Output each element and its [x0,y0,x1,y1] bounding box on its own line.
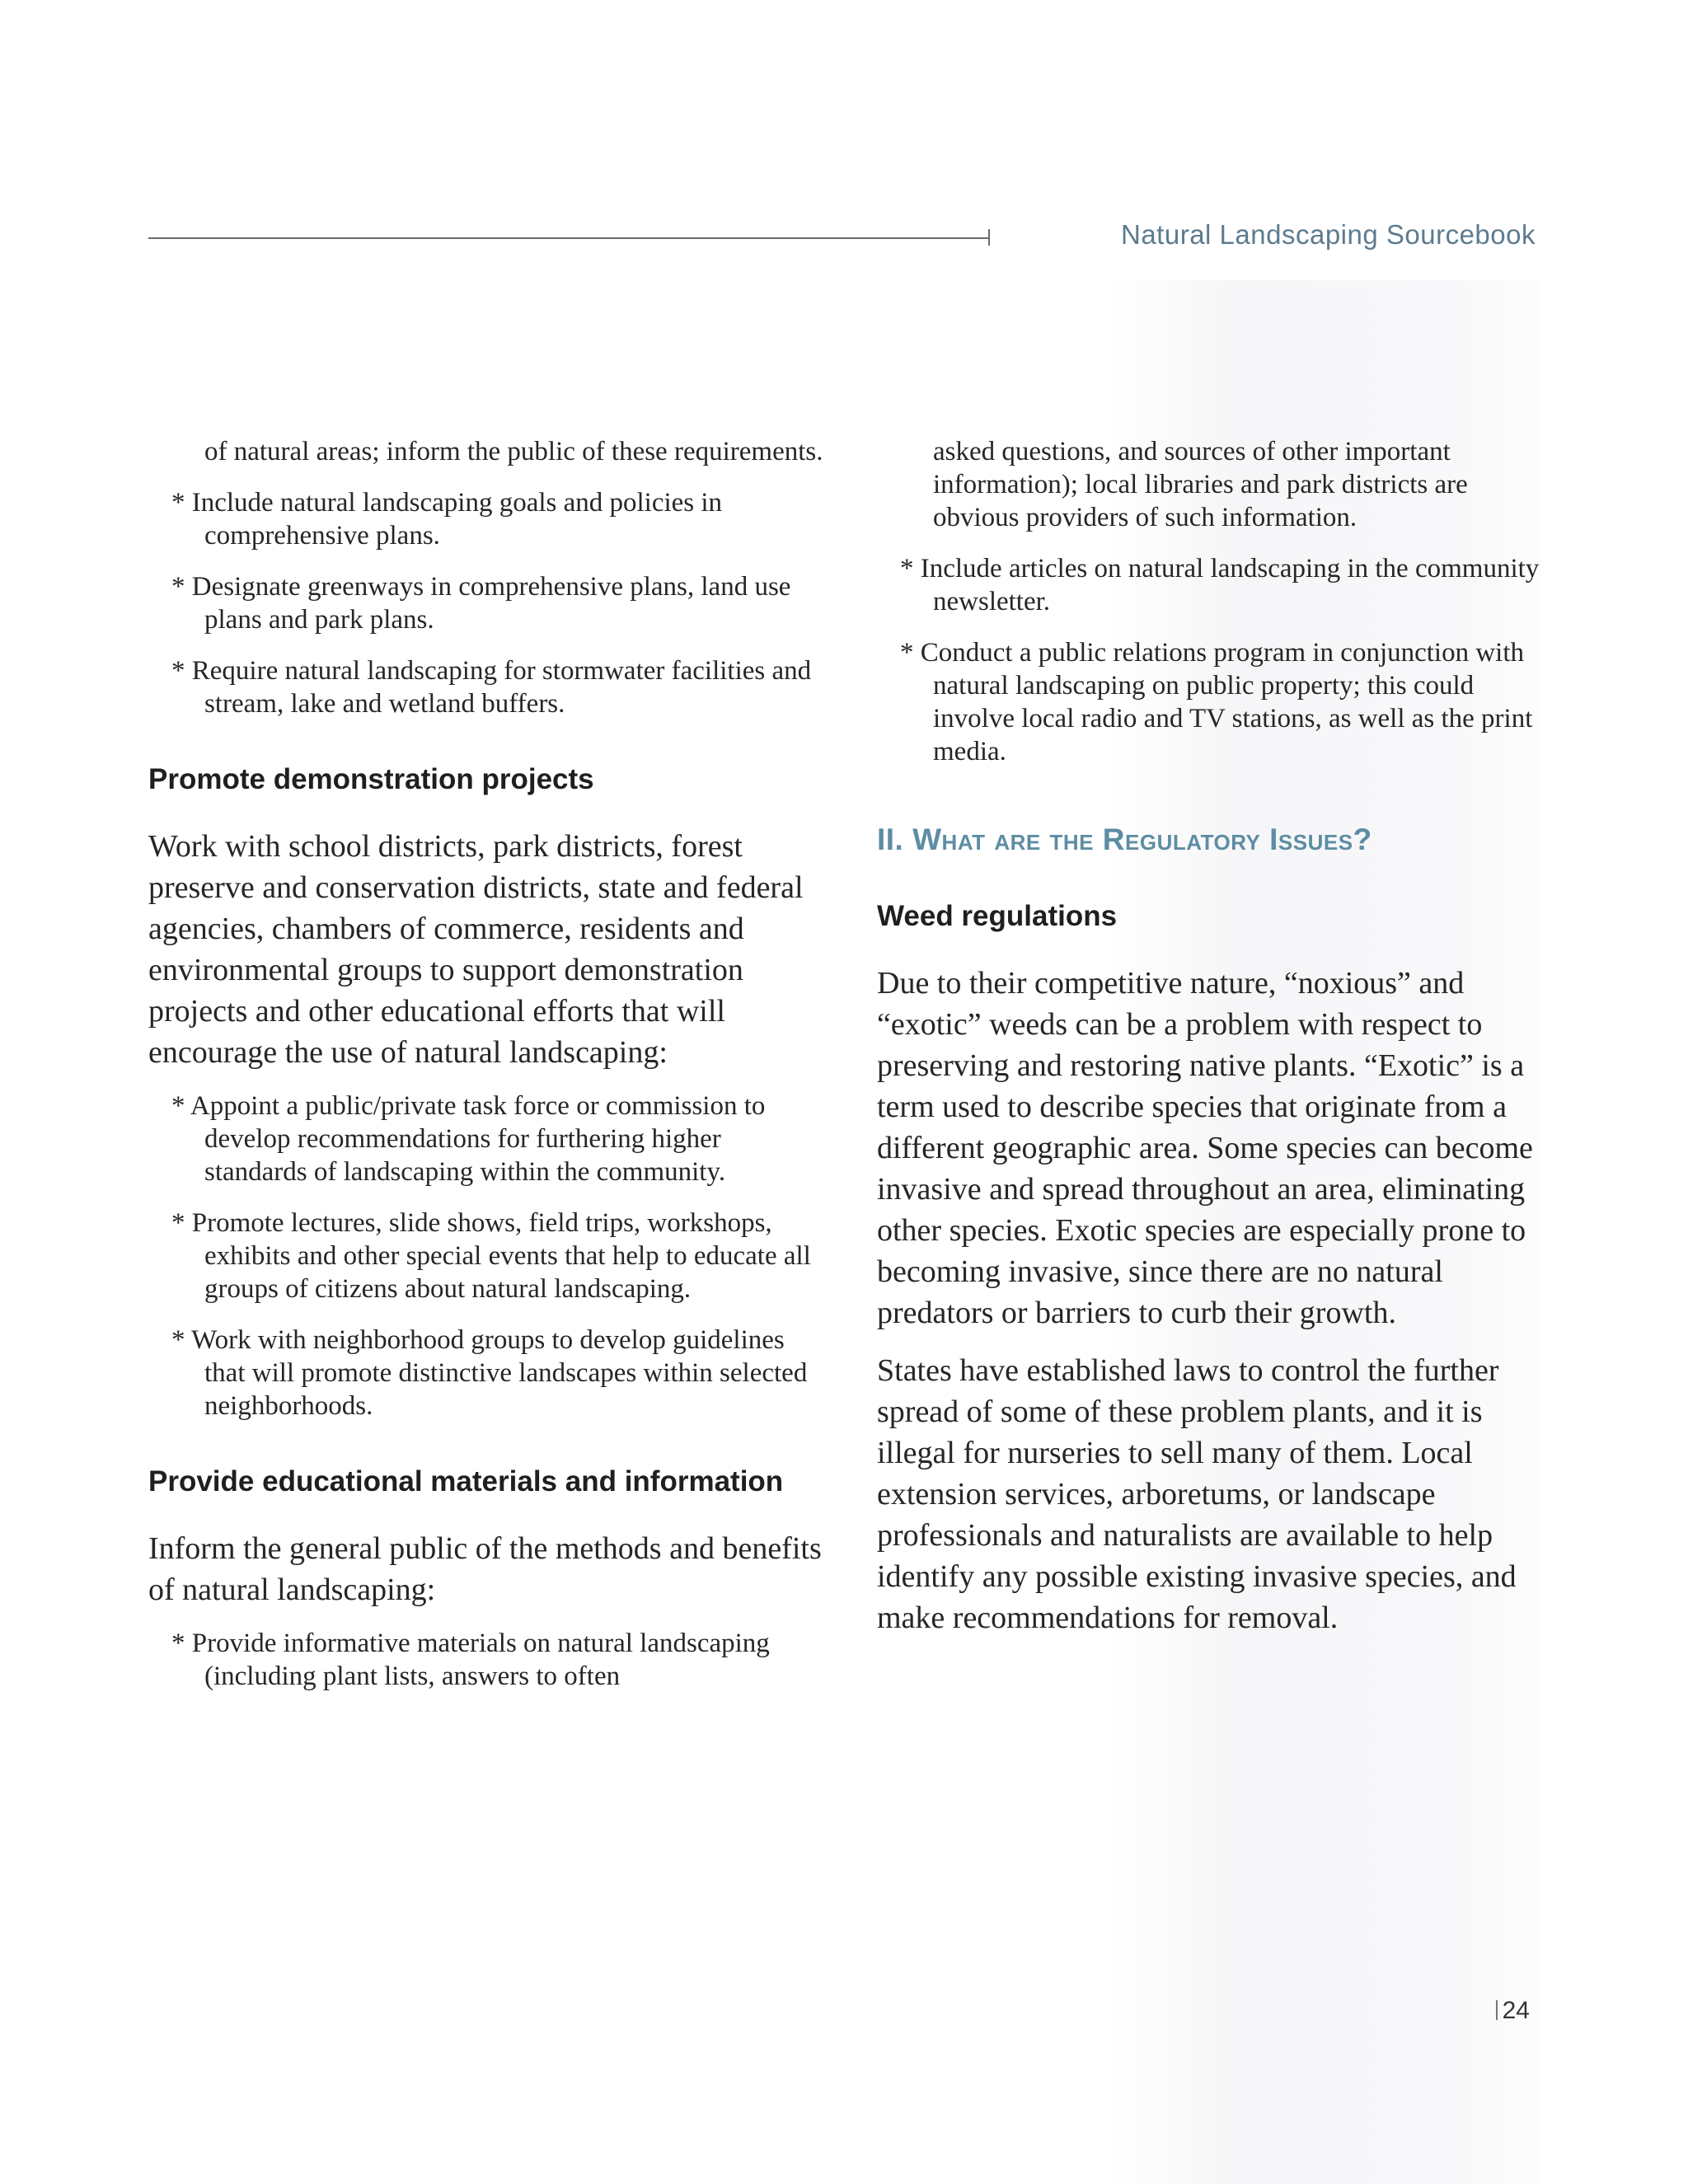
left-column [148,435,824,1711]
demonstration-bullet: * Work with neighborhood groups to develop guidelines that will promote distinctive landscapes within selected neighborhoods. [171,1325,808,1421]
right-column [877,435,1545,1655]
paragraph-demonstration-projects: Work with school districts, park districts, forest preserve and conservation districts, state and federal agencies, chambers of commerce, residents and environmental groups to support demonstration projects and other educational efforts that will encourage the use of natural landscaping: [148,829,804,1070]
demonstration-bullet: * Appoint a public/private task force or commission to develop recommendations for furthering higher standards of landscaping within the community. [171,1091,766,1187]
heading-demonstration-projects: Promote demonstration projects [148,763,594,795]
continued-bullet: of natural areas; inform the public of these requirements. [204,437,823,466]
paragraph-educational-materials: Inform the general public of the methods and benefits of natural landscaping: [148,1531,822,1607]
running-header-title: Natural Landscaping Sourcebook [1121,219,1536,250]
paragraph-weed-regulations-2: States have established laws to control the further spread of some of these problem plants, and it is illegal for nurseries to sell many of them. Local extension services, arboretums, or landscape professionals and naturalists are available to help identify any possible existing invasive species, and make recommendations for removal. [877,1353,1517,1635]
policy-bullet: * Designate greenways in comprehensive plans, land use plans and park plans. [171,572,791,635]
header-rule [148,237,989,239]
policy-bullet: * Include natural landscaping goals and policies in comprehensive plans. [171,488,723,551]
heading-educational-materials: Provide educational materials and information [148,1465,784,1497]
educational-bullet: * Conduct a public relations program in conjunction with natural landscaping on public property; this could involve local radio and TV stations, as well as the print media. [900,638,1533,766]
demonstration-bullet: * Promote lectures, slide shows, field trips, workshops, exhibits and other special events that help to educate all groups of citizens about natural landscaping. [171,1208,811,1304]
paragraph-weed-regulations-1: Due to their competitive nature, “noxious” and “exotic” weeds can be a problem with respect to preserving and restoring native plants. “Exotic” is a term used to describe species that originate from a different geographic area. Some species can become invasive and spread throughout an area, eliminating other species. Exotic species are especially prone to becoming invasive, since there are no natural predators or barriers to curb their growth. [877,966,1533,1330]
page-number: 24 [1496,1997,1530,2025]
educational-bullet: * Include articles on natural landscaping in the community newsletter. [900,554,1540,616]
educational-bullet: * Provide informative materials on natural landscaping (including plant lists, answers to often [171,1629,770,1691]
heading-weed-regulations: Weed regulations [877,900,1118,932]
policy-bullet: * Require natural landscaping for stormwater facilities and stream, lake and wetland buffers. [171,656,812,719]
header-rule-end-tick [988,229,990,246]
section-title-regulatory-issues: II. What are the Regulatory Issues? [877,823,1372,856]
continued-bullet: asked questions, and sources of other important information); local libraries and park districts are obvious providers of such information. [933,437,1468,532]
